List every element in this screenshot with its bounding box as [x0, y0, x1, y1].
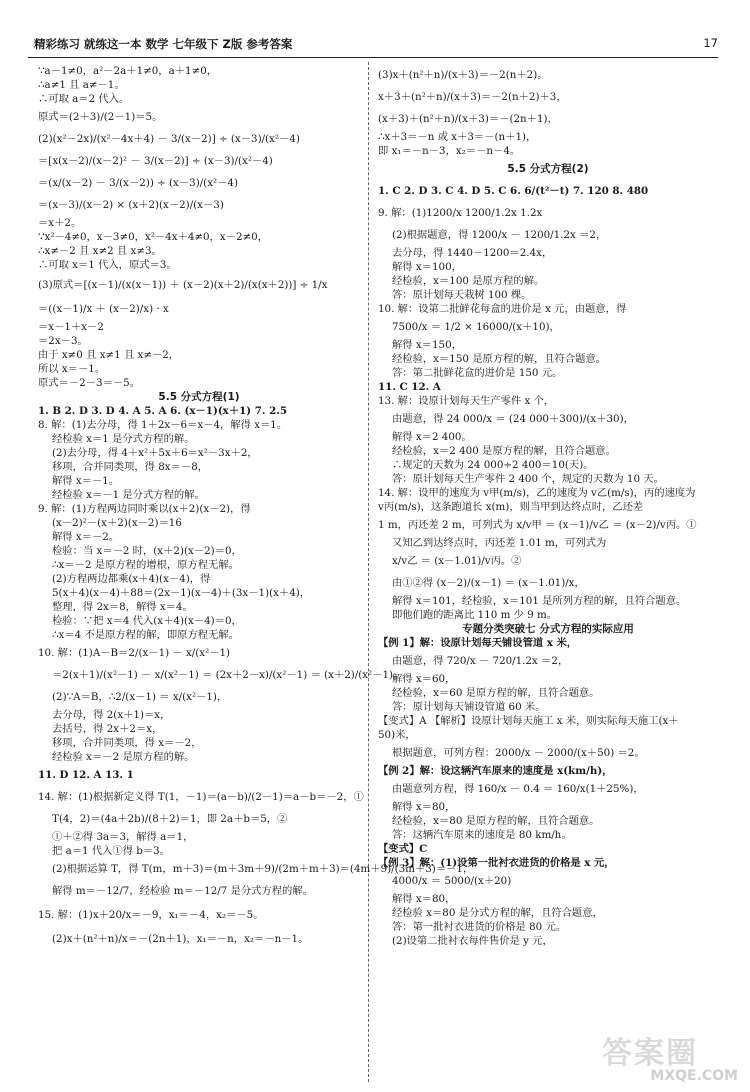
answer-line: 原式＝(2＋3)/(2－1)＝5。	[38, 111, 163, 123]
answer-line: 答：第一批衬衣进货的价格是 80 元。	[392, 921, 567, 933]
answer-line: 9. 解：(1)方程两边同时乘以(x＋2)(x－2)，得	[38, 503, 251, 515]
section-heading: 5.5 分式方程(2)	[507, 163, 589, 175]
answer-line: ∴可取 a＝2 代入。	[38, 93, 130, 105]
answer-line: (2)去分母，得 4＋x²＋5x＋6＝x²－3x＋2，	[52, 447, 258, 459]
answer-line: ∴x＝4 不是原方程的解，即原方程无解。	[52, 629, 239, 641]
answer-line: 5(x＋4)(x－4)＋88＝(2x－1)(x－4)＋(3x－1)(x＋4)，	[52, 587, 311, 599]
answer-line: 1. C 2. D 3. C 4. D 5. C 6. 6/(t²－t) 7. 120 8. 480	[378, 185, 649, 197]
answer-line: 9. 解：(1)1200/x 1200/1.2x 1.2x	[378, 207, 543, 219]
answer-line: 解得 x＝80，	[392, 893, 456, 905]
header-title: 精彩练习 就练这一本 数学 七年级下 Z版 参考答案	[34, 37, 293, 51]
answer-line: (3)原式＝[(x－1)/(x(x－1)) ＋ (x－2)(x＋2)/(x(x＋2))] ÷ 1/x	[38, 279, 328, 291]
answer-line: (2)根据题意，得 1200/x － 1200/1.2x ＝2，	[392, 229, 607, 241]
answer-line: 【例 3】解：(1)设第一批衬衣进货的价格是 x 元，	[378, 857, 615, 869]
answer-line: ＝(x－3)/(x－2) × (x＋2)(x－2)/(x－3)	[38, 199, 224, 211]
answer-line: ∴a≠1 且 a≠－1。	[38, 79, 125, 91]
answer-line: 经检验，x＝100 是原方程的解。	[392, 275, 545, 287]
answer-line: 又知乙到达终点时，丙还差 1.01 m，可列式为	[392, 537, 607, 549]
answer-line: 由题意，得 720/x － 720/1.2x ＝2，	[392, 655, 569, 667]
answer-line: 答：这辆汽车原来的速度是 80 km/h。	[392, 829, 572, 841]
answer-line: 14. 解：设甲的速度为 v甲(m/s)，乙的速度为 v乙(m/s)，丙的速度为	[378, 487, 696, 499]
answer-line: (2)根据运算 T，得 T(m，m＋3)＝(m＋3m＋9)/(2m＋m＋3)＝(4m＋9)/(3m＋3)＝－1，	[52, 863, 474, 875]
answer-line: 1 m，丙还差 2 m，可列式为 x/v甲 ＝ (x－1)/v乙 ＝ (x－2)/v丙。①	[378, 519, 697, 531]
answer-line: ①＋②得 3a＝3，解得 a＝1，	[52, 831, 194, 843]
answer-line: 由于 x≠0 且 x≠1 且 x≠－2，	[38, 349, 180, 361]
page-header	[28, 36, 718, 56]
answer-line: 去分母，得 1440－1200＝2.4x，	[392, 247, 553, 259]
answer-line: 经检验 x＝－2 是原方程的解。	[52, 751, 195, 763]
answer-line: 【例 1】解：设原计划每天铺设管道 x 米，	[378, 637, 578, 649]
answer-line: 11. C 12. A	[378, 381, 441, 393]
answer-line: 移项，合并同类项，得 x＝－2，	[52, 737, 202, 749]
answer-line: 解得 x＝60，	[392, 673, 456, 685]
answer-line: 14. 解：(1)根据新定义得 T(1，－1)＝(a－b)/(2－1)＝a－b＝－2，①	[38, 791, 364, 803]
answer-line: (2)(x²－2x)/(x²－4x＋4) － 3/(x－2)] ÷ (x－3)/(x²－4)	[38, 133, 300, 145]
answer-line: 由①②得 (x－2)/(x－1) ＝ (x－1.01)/x，	[392, 577, 585, 589]
answer-line: ∴规定的天数为 24 000÷2 400＝10(天)。	[392, 459, 594, 471]
answer-line: 答：原计划每天栽树 100 棵。	[392, 289, 532, 301]
answer-line: 经检验，x＝80 是原方程的解，且符合题意。	[392, 815, 600, 827]
answer-line: ＝x＋2。	[38, 217, 82, 229]
answer-line: 解得 x＝80，	[392, 801, 456, 813]
answer-line: T(4，2)＝(4a＋2b)/(8＋2)＝1，即 2a＋b＝5，②	[52, 813, 288, 825]
answer-line: 10. 解：设第二批鲜花每盒的进价是 x 元，由题意，得	[378, 303, 627, 315]
answer-line: ∵x²－4≠0，x－3≠0，x²－4x＋4≠0，x－2≠0，	[38, 231, 268, 243]
answer-line: 移项，合并同类项，得 8x＝－8，	[52, 461, 209, 473]
answer-line: (3)x＋(n²＋n)/(x＋3)＝－2(n＋2)。	[378, 69, 548, 81]
answer-line: 把 a＝1 代入①得 b＝3。	[52, 845, 171, 857]
section-heading: 5.5 分式方程(1)	[158, 391, 240, 403]
answer-line: 15. 解：(1)x＋20/x＝－9，x₁＝－4，x₂＝－5。	[38, 909, 264, 921]
answer-line: 检验：∵把 x＝4 代入(x＋4)(x－4)＝0，	[52, 615, 242, 627]
answer-line: 经检验 x＝－1 是分式方程的解。	[52, 489, 205, 501]
answer-line: v丙(m/s)，这条跑道长 x(m)，则当甲到达终点时，乙还差	[378, 501, 644, 513]
answer-line: 答：原计划每天铺设管道 60 米。	[392, 701, 546, 713]
answer-line: 解得 x＝150，	[392, 339, 462, 351]
answer-line: (2)方程两边都乘(x＋4)(x－4)，得	[52, 573, 211, 585]
answer-line: ∴x＋3＝－n 或 x＋3＝－(n＋1)，	[378, 131, 537, 143]
answer-line: (x－2)²－(x＋2)(x－2)＝16	[52, 517, 182, 529]
right-column	[378, 64, 718, 948]
answer-line: 解得 x＝2 400。	[392, 431, 472, 443]
answer-line: ∴x≠－2 且 x≠2 且 x≠3。	[38, 245, 162, 257]
answer-line: 整理，得 2x＝8，解得 x＝4。	[52, 601, 193, 613]
answer-line: 所以 x＝－1。	[38, 363, 106, 375]
answer-line: 经检验 x＝1 是分式方程的解。	[52, 433, 195, 445]
answer-line: ∴x＝－2 是原方程的增根，原方程无解。	[52, 559, 239, 571]
answer-line: 去分母，得 2(x＋1)＝x，	[52, 709, 171, 721]
answer-line: (x＋3)＋(n²＋n)/(x＋3)＝－(2n＋1)，	[378, 113, 558, 125]
header-rule	[28, 57, 718, 58]
answer-line: 11. D 12. A 13. 1	[38, 769, 134, 781]
answer-line: ＝((x－1)/x ＋ (x－2)/x) · x	[38, 303, 169, 315]
answer-line: 7500/x ＝ 1/2 × 16000/(x＋10)，	[392, 321, 560, 333]
watermark-main: 答案圈	[602, 1036, 698, 1071]
answer-line: 经检验，x＝2 400 是原方程的解，且符合题意。	[392, 445, 616, 457]
answer-line: 【例 2】解：设这辆汽车原来的速度是 x(km/h)，	[378, 765, 613, 777]
answer-line: ∵a－1≠0，a²－2a＋1≠0，a＋1≠0，	[38, 65, 218, 77]
answer-line: (2)x＋(n²＋n)/x＝－(2n＋1)，x₁＝－n，x₂＝－n－1。	[52, 933, 309, 945]
answer-line: 解得 x＝－1。	[52, 475, 120, 487]
watermark-logo	[602, 1028, 742, 1084]
watermark-sub: MXQE.COM	[650, 1068, 738, 1084]
answer-line: 即他们跑的距离比 110 m 少 9 m。	[392, 609, 558, 621]
answer-line: 4000/x ＝ 5000/(x＋20)	[392, 875, 512, 887]
answer-line: 解得 x＝－2。	[52, 531, 120, 543]
answer-line: 原式＝－2－3＝－5。	[38, 377, 141, 389]
answer-line: 13. 解：设原计划每天生产零件 x 个，	[378, 395, 555, 407]
answer-line: ＝(x/(x－2) － 3/(x－2)) ÷ (x－3)/(x²－4)	[38, 177, 238, 189]
answer-line: 1. B 2. D 3. D 4. A 5. A 6. (x－1)(x＋1) 7. 2.5	[38, 405, 287, 417]
answer-line: ＝x－1＋x－2	[38, 321, 104, 333]
answer-line: 经检验，x＝150 是原方程的解，且符合题意。	[392, 353, 607, 365]
section-heading: 专题分类突破七 分式方程的实际应用	[462, 623, 634, 635]
answer-line: 由题意列方程，得 160/x － 0.4 ＝ 160/x(1＋25%)，	[392, 783, 644, 795]
answer-line: 解得 x＝100，	[392, 261, 462, 273]
answer-line: x＋3＋(n²＋n)/(x＋3)＝－2(n＋2)＋3，	[378, 91, 567, 103]
answer-line: 根据题意，可列方程：2000/x － 2000/(x＋50) ＝2。	[392, 747, 645, 759]
answer-line: 答：第二批鲜花盒的进价是 150 元。	[392, 367, 563, 379]
answer-line: 解得 x＝101，经检验，x＝101 是所列方程的解，且符合题意。	[392, 595, 687, 607]
answer-line: 10. 解：(1)A－B＝2/(x－1) － x/(x²－1)	[38, 647, 231, 659]
answer-line: 即 x₁＝－n－3，x₂＝－n－4。	[378, 145, 521, 157]
answer-line: 去括号，得 2x＋2＝x，	[52, 723, 163, 735]
answer-line: x/v乙 ＝ (x－1.01)/v丙。②	[392, 555, 522, 567]
answer-line: 解得 m＝－12/7，经检验 m＝－12/7 是分式方程的解。	[52, 885, 313, 897]
answer-line: 答：原计划每天生产零件 2 400 个，规定的天数为 10 天。	[392, 473, 664, 485]
answer-line: 检验：当 x＝－2 时，(x＋2)(x－2)＝0，	[52, 545, 242, 557]
answer-line: (2)∵A＝B，∴2/(x－1) ＝ x/(x²－1)，	[52, 691, 228, 703]
answer-line: ∴可取 x＝1 代入，原式＝3。	[38, 259, 177, 271]
answer-line: 经检验，x＝60 是原方程的解，且符合题意。	[392, 687, 600, 699]
answer-line: ＝2(x＋1)/(x²－1) － x/(x²－1) ＝ (2x＋2－x)/(x²－1) ＝ (x＋2)/(x²－1)。	[52, 669, 404, 681]
answer-line: 【变式】C	[378, 843, 428, 855]
answer-line: 【变式】A 【解析】设原计划每天施工 x 米，则实际每天施工(x＋	[378, 715, 679, 727]
answer-line: 由题意，得 24 000/x ＝ (24 000＋300)/(x＋30)，	[392, 413, 634, 425]
answer-line: 经检验 x＝80 是分式方程的解，且符合题意，	[392, 907, 603, 919]
answer-line: 50)米，	[378, 729, 416, 741]
answer-line: 8. 解：(1)去分母，得 1＋2x－6＝x－4，解得 x＝1。	[38, 419, 288, 431]
column-divider	[368, 62, 369, 1082]
page-number: 17	[703, 36, 718, 50]
answer-line: ＝[x(x－2)/(x－2)² － 3/(x－2)] ÷ (x－3)/(x²－4)	[38, 155, 273, 167]
answer-line: (2)设第二批衬衣每件售价是 y 元，	[392, 935, 553, 947]
answer-line: ＝2x－3。	[38, 335, 88, 347]
